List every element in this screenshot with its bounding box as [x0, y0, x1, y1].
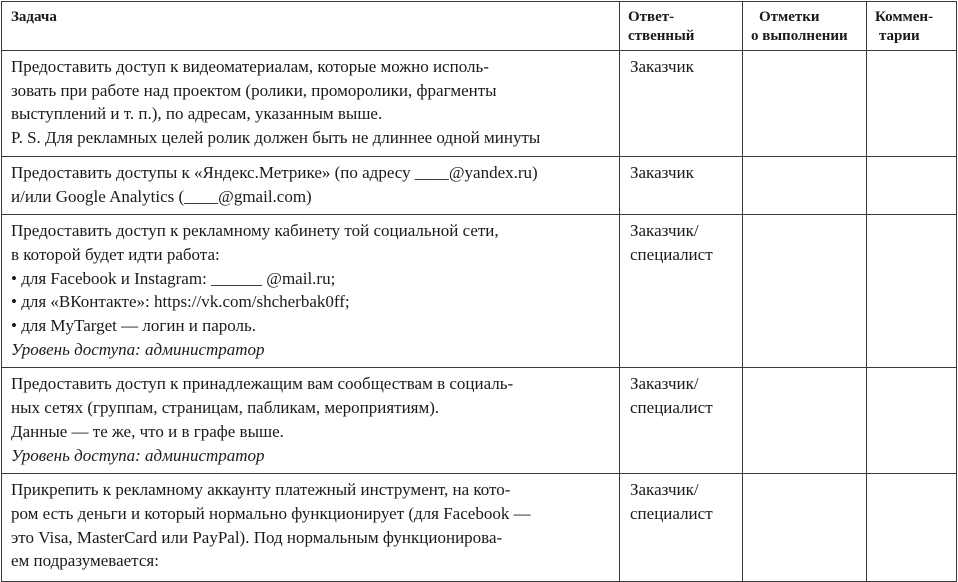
- comments-cell: [867, 215, 957, 368]
- header-task: [2, 2, 620, 51]
- header-marks-line: о выполнении: [751, 28, 848, 44]
- task-cell: [2, 474, 620, 582]
- header-task-label: Задача: [11, 9, 57, 25]
- header-marks-line: Отметки: [759, 9, 820, 25]
- header-marks: [743, 2, 867, 51]
- task-line: Предоставить доступ к принадлежащим вам сообществам в социаль-: [11, 374, 514, 394]
- task-line: • для «ВКонтакте»: https://vk.com/shcherbak0ff;: [11, 292, 350, 312]
- task-line: Данные — те же, что и в графе выше.: [11, 421, 284, 441]
- task-cell: [2, 368, 620, 474]
- table-row: [2, 51, 957, 157]
- access-level-note: Уровень доступа: администратор: [11, 339, 265, 359]
- task-line: ром есть деньги и который нормально функционирует (для Facebook —: [11, 503, 531, 523]
- responsible-line: специалист: [630, 503, 713, 523]
- access-level-note: Уровень доступа: администратор: [11, 445, 265, 465]
- responsible-cell: [620, 215, 743, 368]
- task-line: • для MyTarget — логин и пароль.: [11, 316, 257, 336]
- responsible-cell: [620, 51, 743, 157]
- header-responsible-line: Ответ-: [628, 9, 675, 25]
- responsible-line: Заказчик/: [630, 480, 699, 500]
- comments-value: [867, 51, 956, 61]
- header-comments: [867, 2, 957, 51]
- task-line: выступлений и т. п.), по адресам, указанным выше.: [11, 104, 383, 124]
- marks-cell: [743, 215, 867, 368]
- marks-cell: [743, 368, 867, 474]
- task-table: [1, 1, 957, 582]
- marks-value: [743, 157, 866, 167]
- marks-value: [743, 474, 866, 484]
- responsible-line: Заказчик/: [630, 374, 699, 394]
- comments-value: [867, 157, 956, 167]
- task-line: • для Facebook и Instagram: ______ @mail.ru;: [11, 268, 336, 288]
- marks-value: [743, 368, 866, 378]
- comments-value: [867, 215, 956, 225]
- responsible-cell: [620, 368, 743, 474]
- comments-cell: [867, 51, 957, 157]
- marks-cell: [743, 474, 867, 582]
- task-line: P. S. Для рекламных целей ролик должен быть не длиннее одной минуты: [11, 128, 541, 148]
- comments-cell: [867, 156, 957, 214]
- task-cell: [2, 156, 620, 214]
- responsible-line: специалист: [630, 244, 713, 264]
- task-line: Предоставить доступ к рекламному кабинету той социальной сети,: [11, 221, 499, 241]
- header-row: [2, 2, 957, 51]
- comments-value: [867, 368, 956, 378]
- marks-value: [743, 51, 866, 61]
- responsible-cell: [620, 156, 743, 214]
- task-line: Предоставить доступы к «Яндекс.Метрике» (по адресу ____@yandex.ru): [11, 162, 538, 182]
- task-line: в которой будет идти работа:: [11, 244, 220, 264]
- task-line: зовать при работе над проектом (ролики, проморолики, фрагменты: [11, 80, 497, 100]
- task-cell: [2, 215, 620, 368]
- task-line: Предоставить доступ к видеоматериалам, которые можно исполь-: [11, 57, 489, 76]
- header-responsible-line: ственный: [628, 28, 695, 44]
- table-row: [2, 215, 957, 368]
- task-line: ных сетях (группам, страницам, пабликам, мероприятиям).: [11, 398, 440, 418]
- comments-cell: [867, 474, 957, 582]
- table-row: [2, 474, 957, 582]
- marks-cell: [743, 51, 867, 157]
- task-line: ем подразумевается:: [11, 551, 159, 571]
- marks-cell: [743, 156, 867, 214]
- task-line: и/или Google Analytics (____@gmail.com): [11, 186, 312, 206]
- responsible-line: Заказчик: [630, 162, 694, 182]
- responsible-line: Заказчик: [630, 57, 694, 76]
- table-row: [2, 368, 957, 474]
- responsible-line: специалист: [630, 398, 713, 418]
- header-comments-line: Коммен-: [875, 9, 934, 25]
- task-cell: [2, 51, 620, 157]
- header-responsible: [620, 2, 743, 51]
- header-comments-line: тарии: [879, 28, 920, 44]
- comments-value: [867, 474, 956, 484]
- responsible-line: Заказчик/: [630, 221, 699, 241]
- task-line: Прикрепить к рекламному аккаунту платежный инструмент, на кото-: [11, 480, 511, 500]
- marks-value: [743, 215, 866, 225]
- comments-cell: [867, 368, 957, 474]
- table-row: [2, 156, 957, 214]
- responsible-cell: [620, 474, 743, 582]
- task-line: это Visa, MasterCard или PayPal). Под нормальным функционирова-: [11, 527, 503, 547]
